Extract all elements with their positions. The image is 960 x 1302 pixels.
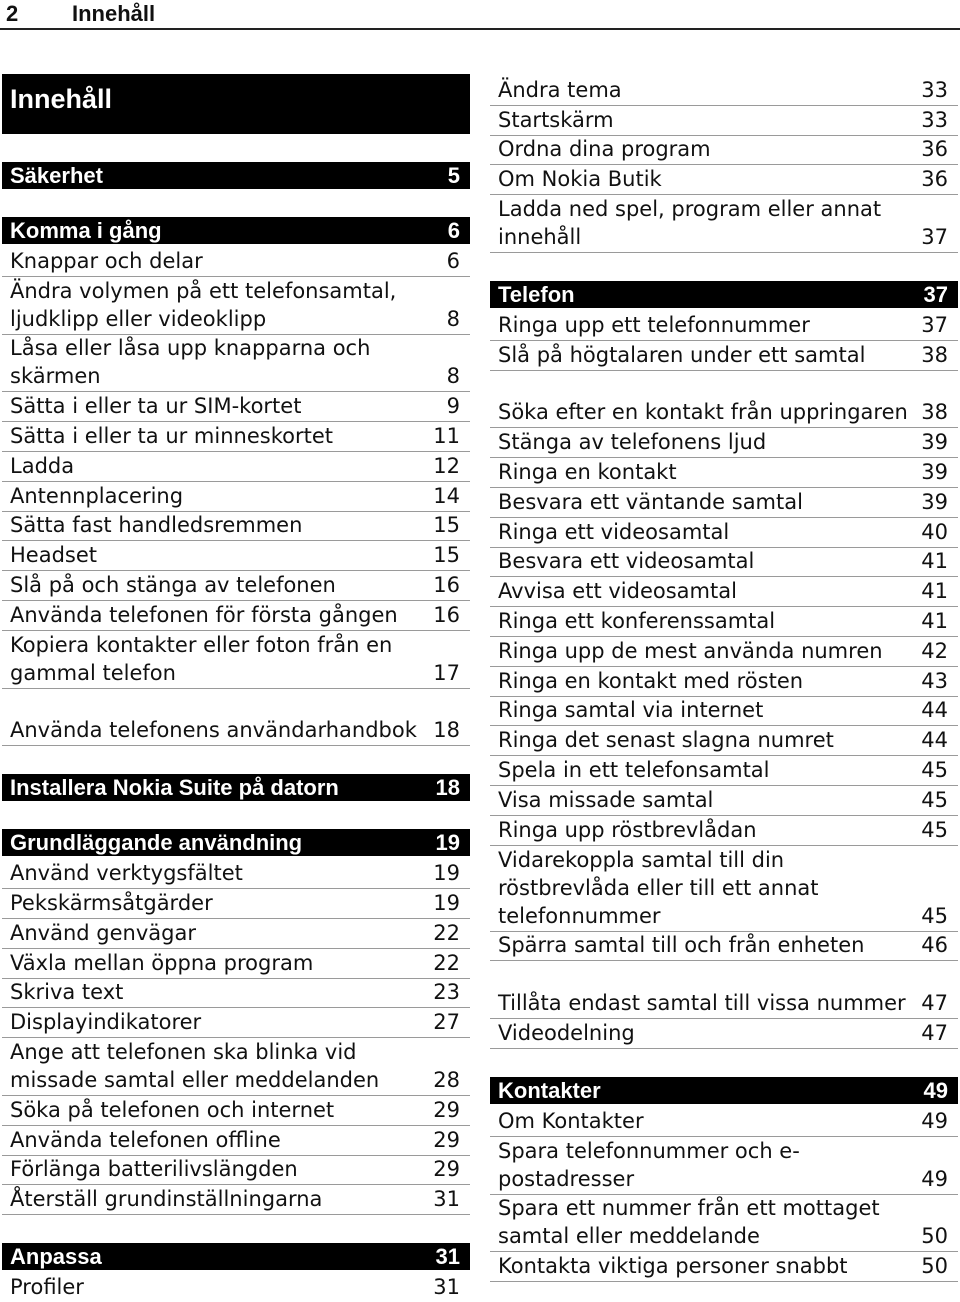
toc-entry-page: 33: [921, 107, 948, 132]
toc-entry-text: Spela in ett telefonsamtal: [498, 757, 770, 782]
section-page-number: 6: [447, 218, 460, 243]
section-heading[interactable]: [2, 162, 470, 189]
toc-entry-page: 16: [433, 602, 460, 627]
toc-entry-page: 44: [921, 698, 948, 723]
toc-entry-text: Använd genvägar: [10, 920, 196, 945]
toc-entry-page: 8: [446, 306, 460, 331]
toc-entry-text: Spärra samtal till och från enheten: [498, 933, 865, 958]
toc-entry[interactable]: [490, 961, 958, 1019]
page-number: 2: [6, 1, 19, 26]
toc-section: [2, 162, 470, 189]
toc-entry-page: 45: [921, 817, 948, 842]
toc-entry-page: 41: [921, 579, 948, 604]
toc-entry-text: Ange att telefonen ska blinka vid missade samtal eller meddelanden: [10, 1039, 380, 1092]
section-title: Säkerhet: [10, 163, 103, 188]
toc-section: [2, 829, 470, 1215]
toc-entry-page: 15: [433, 543, 460, 568]
toc-entry-text: Visa missade samtal: [498, 787, 714, 812]
toc-entry[interactable]: [490, 816, 958, 846]
toc-entry[interactable]: [2, 1008, 470, 1038]
toc-entry-page: 45: [921, 757, 948, 782]
toc-entry-page: 18: [433, 718, 460, 743]
toc-entry-page: 42: [921, 638, 948, 663]
toc-entry-page: 36: [921, 167, 948, 192]
toc-entry-text: Använda telefonen för första gången: [10, 602, 398, 627]
toc-entry-page: 11: [433, 423, 460, 448]
toc-entry[interactable]: [490, 637, 958, 667]
toc-entry-page: 41: [921, 608, 948, 633]
toc-entry-page: 23: [433, 980, 460, 1005]
toc-entry-text: Återställ grundinställningarna: [10, 1187, 323, 1212]
toc-entry[interactable]: [490, 518, 958, 548]
toc-entry-text: Söka på telefonen och internet: [10, 1097, 335, 1122]
section-page-number: 31: [435, 1244, 460, 1270]
toc-entry[interactable]: [2, 277, 470, 335]
section-title: Grundläggande användning: [10, 830, 303, 856]
toc-entry[interactable]: [2, 541, 470, 571]
toc-entry-page: 44: [921, 728, 948, 753]
toc-entry[interactable]: [490, 136, 958, 166]
toc-entry[interactable]: [2, 601, 470, 631]
toc-entry[interactable]: [2, 631, 470, 689]
toc-entry-text: Kopiera kontakter eller foton från en gammal telefon: [10, 632, 393, 685]
toc-entry-text: Slå på och stänga av telefonen: [10, 572, 336, 597]
toc-entry-page: 36: [921, 137, 948, 162]
toc-entry[interactable]: [2, 1096, 470, 1126]
toc-entry[interactable]: [490, 1107, 958, 1137]
toc-entry-text: Sätta fast handledsremmen: [10, 513, 303, 538]
section-title: Telefon: [498, 281, 575, 307]
toc-entry-page: 6: [446, 248, 460, 273]
toc-entry-text: Ordna dina program: [498, 137, 711, 162]
toc-entry-text: Ringa ett videosamtal: [498, 519, 730, 544]
toc-entry[interactable]: [490, 106, 958, 136]
toc-entry-text: Ringa en kontakt: [498, 459, 677, 484]
toc-entry-page: 31: [433, 1274, 460, 1299]
toc-entry[interactable]: [490, 458, 958, 488]
toc-entry[interactable]: [490, 548, 958, 578]
toc-section: [490, 281, 958, 1049]
toc-entry-text: Om Kontakter: [498, 1108, 644, 1133]
toc-entry-text: Vidarekoppla samtal till din röstbrevlåda eller till ett annat telefonnummer: [498, 847, 819, 928]
toc-entry[interactable]: [490, 341, 958, 371]
toc-entry-text: Ladda ned spel, program eller annat innehåll: [498, 196, 882, 249]
section-page-number: 37: [923, 281, 948, 307]
toc-entry[interactable]: [2, 482, 470, 512]
toc-section: [490, 1077, 958, 1282]
toc-entry[interactable]: [2, 512, 470, 542]
toc-entry-page: 50: [921, 1224, 948, 1249]
toc-entry[interactable]: [490, 1252, 958, 1282]
toc-entry[interactable]: [490, 756, 958, 786]
toc-entry[interactable]: [490, 165, 958, 195]
toc-entry-page: 17: [433, 660, 460, 685]
toc-entry-text: Skriva text: [10, 980, 124, 1005]
toc-entry[interactable]: [490, 1195, 958, 1253]
toc-entry-text: Ringa upp ett telefonnummer: [498, 312, 810, 337]
toc-entry[interactable]: [2, 1185, 470, 1215]
toc-entry[interactable]: [490, 488, 958, 518]
toc-entry[interactable]: [2, 889, 470, 919]
toc-entry-page: 15: [433, 513, 460, 538]
toc-entry-page: 8: [446, 364, 460, 389]
toc-entry[interactable]: [2, 949, 470, 979]
toc-entry-page: 46: [921, 933, 948, 958]
section-page-number: 19: [435, 830, 460, 856]
section-heading[interactable]: [2, 1243, 470, 1270]
toc-left-column: [2, 74, 470, 1302]
toc-entry[interactable]: [490, 577, 958, 607]
toc-entry[interactable]: [2, 859, 470, 889]
toc-title: Innehåll: [2, 74, 470, 134]
toc-entry-page: 27: [433, 1010, 460, 1035]
toc-entry-text: Sätta i eller ta ur SIM-kortet: [10, 394, 302, 419]
toc-entry-page: 19: [433, 890, 460, 915]
toc-entry-page: 22: [433, 950, 460, 975]
toc-entry-text: Förlänga batterilivslängden: [10, 1157, 298, 1182]
toc-entry[interactable]: [2, 1156, 470, 1186]
toc-entry-page: 49: [921, 1108, 948, 1133]
toc-entry-text: Antennplacering: [10, 483, 184, 508]
toc-entry-text: Stänga av telefonens ljud: [498, 430, 767, 455]
toc-entry-page: 40: [921, 519, 948, 544]
toc-entry-page: 29: [433, 1127, 460, 1152]
toc-entry-page: 12: [433, 453, 460, 478]
toc-entry-text: Använda telefonen offline: [10, 1127, 281, 1152]
toc-entry-text: Videodelning: [498, 1020, 635, 1045]
toc-entry-text: Ringa en kontakt med rösten: [498, 668, 804, 693]
toc-entry-text: Pekskärmsåtgärder: [10, 890, 213, 915]
toc-entry-page: 41: [921, 549, 948, 574]
toc-entry[interactable]: [490, 667, 958, 697]
section-heading[interactable]: [2, 774, 470, 801]
toc-entry-text: Ändra tema: [498, 77, 622, 102]
toc-entry-text: Låsa eller låsa upp knapparna och skärmen: [10, 336, 371, 389]
toc-entry-page: 39: [921, 489, 948, 514]
toc-entry-page: 38: [921, 342, 948, 367]
toc-entry-text: Headset: [10, 543, 98, 568]
toc-entry[interactable]: [2, 335, 470, 393]
toc-entry-page: 19: [433, 861, 460, 886]
toc-entry-text: Söka efter en kontakt från uppringaren: [498, 400, 908, 425]
section-heading[interactable]: [2, 217, 470, 244]
toc-entry[interactable]: [2, 919, 470, 949]
toc-entry-text: Startskärm: [498, 107, 614, 132]
section-title: Kontakter: [498, 1077, 601, 1103]
section-heading[interactable]: [490, 1077, 958, 1104]
toc-entry-page: 39: [921, 430, 948, 455]
toc-entry[interactable]: [490, 311, 958, 341]
toc-entry-text: Displayindikatorer: [10, 1010, 202, 1035]
toc-entry[interactable]: [490, 195, 958, 253]
toc-entry[interactable]: [490, 697, 958, 727]
toc-entry-page: 43: [921, 668, 948, 693]
toc-entry[interactable]: [2, 392, 470, 422]
toc-entry-page: 50: [921, 1254, 948, 1279]
toc-entry-text: Ringa upp de mest använda numren: [498, 638, 883, 663]
section-title: Anpassa: [10, 1244, 102, 1270]
toc-entry[interactable]: [490, 1019, 958, 1049]
toc-entry-text: Spara ett nummer från ett mottaget samtal eller meddelande: [498, 1196, 880, 1249]
toc-entry-page: 22: [433, 920, 460, 945]
toc-entry-page: 47: [921, 1020, 948, 1045]
toc-entry-text: Knappar och delar: [10, 248, 203, 273]
toc-section: [490, 76, 958, 253]
toc-entry-page: 37: [921, 224, 948, 249]
toc-entry[interactable]: [2, 452, 470, 482]
toc-entry-text: Använd verktygsfältet: [10, 861, 243, 886]
toc-entry[interactable]: [2, 1273, 470, 1302]
toc-entry-text: Ringa upp röstbrevlådan: [498, 817, 757, 842]
toc-section: [2, 1243, 470, 1302]
toc-entry-text: Ringa samtal via internet: [498, 698, 764, 723]
toc-entry[interactable]: [490, 726, 958, 756]
toc-right-column: [490, 76, 958, 1282]
toc-entry-page: 45: [921, 903, 948, 928]
toc-entry-text: Ringa ett konferenssamtal: [498, 608, 776, 633]
toc-entry-page: 14: [433, 483, 460, 508]
toc-entry-page: 31: [433, 1187, 460, 1212]
section-heading[interactable]: [490, 281, 958, 308]
toc-entry-page: 39: [921, 459, 948, 484]
toc-entry[interactable]: [2, 979, 470, 1009]
toc-section: [2, 217, 470, 746]
section-page-number: 5: [447, 163, 460, 188]
toc-entry-text: Tillåta endast samtal till vissa nummer: [498, 991, 906, 1016]
toc-entry-page: 45: [921, 787, 948, 812]
section-page-number: 18: [435, 775, 460, 801]
section-page-number: 49: [923, 1077, 948, 1103]
toc-entry[interactable]: [490, 846, 958, 932]
toc-section: [2, 774, 470, 801]
section-title: Installera Nokia Suite på datorn: [10, 775, 339, 801]
toc-entry-text: Använda telefonens användarhandbok: [10, 718, 417, 743]
toc-entry-page: 29: [433, 1097, 460, 1122]
toc-entry[interactable]: [2, 571, 470, 601]
toc-entry[interactable]: [490, 428, 958, 458]
toc-entry-page: 16: [433, 572, 460, 597]
toc-entry-text: Besvara ett videosamtal: [498, 549, 755, 574]
toc-entry[interactable]: [490, 607, 958, 637]
toc-entry-text: Om Nokia Butik: [498, 167, 662, 192]
toc-entry-page: 38: [921, 400, 948, 425]
page-header: [0, 0, 960, 30]
section-heading[interactable]: [2, 829, 470, 856]
toc-entry-text: Avvisa ett videosamtal: [498, 579, 737, 604]
toc-entry-page: 9: [446, 394, 460, 419]
toc-entry-page: 49: [921, 1166, 948, 1191]
toc-entry-page: 47: [921, 991, 948, 1016]
toc-entry[interactable]: [2, 689, 470, 747]
toc-entry-text: Ladda: [10, 453, 75, 478]
toc-entry[interactable]: [2, 1038, 470, 1096]
toc-entry-text: Spara telefonnummer och e-postadresser: [498, 1138, 800, 1191]
toc-entry-text: Sätta i eller ta ur minneskortet: [10, 423, 333, 448]
toc-entry[interactable]: [2, 247, 470, 277]
toc-entry[interactable]: [490, 932, 958, 962]
toc-entry-text: Kontakta viktiga personer snabbt: [498, 1254, 848, 1279]
page-header-title: Innehåll: [72, 1, 156, 26]
toc-entry[interactable]: [490, 1137, 958, 1195]
toc-entry-page: 28: [433, 1067, 460, 1092]
toc-entry[interactable]: [490, 76, 958, 106]
toc-entry-page: 37: [921, 312, 948, 337]
toc-entry-text: Besvara ett väntande samtal: [498, 489, 803, 514]
toc-entry-page: 29: [433, 1157, 460, 1182]
toc-entry[interactable]: [2, 1126, 470, 1156]
toc-entry[interactable]: [490, 371, 958, 429]
toc-entry-text: Ringa det senast slagna numret: [498, 728, 834, 753]
toc-entry-text: Växla mellan öppna program: [10, 950, 314, 975]
toc-entry[interactable]: [490, 786, 958, 816]
section-title: Komma i gång: [10, 218, 162, 243]
toc-entry-text: Ändra volymen på ett telefonsamtal, ljudklipp eller videoklipp: [10, 278, 397, 331]
toc-entry-text: Profiler: [10, 1274, 84, 1299]
toc-entry[interactable]: [2, 422, 470, 452]
toc-entry-page: 33: [921, 77, 948, 102]
toc-entry-text: Slå på högtalaren under ett samtal: [498, 342, 866, 367]
